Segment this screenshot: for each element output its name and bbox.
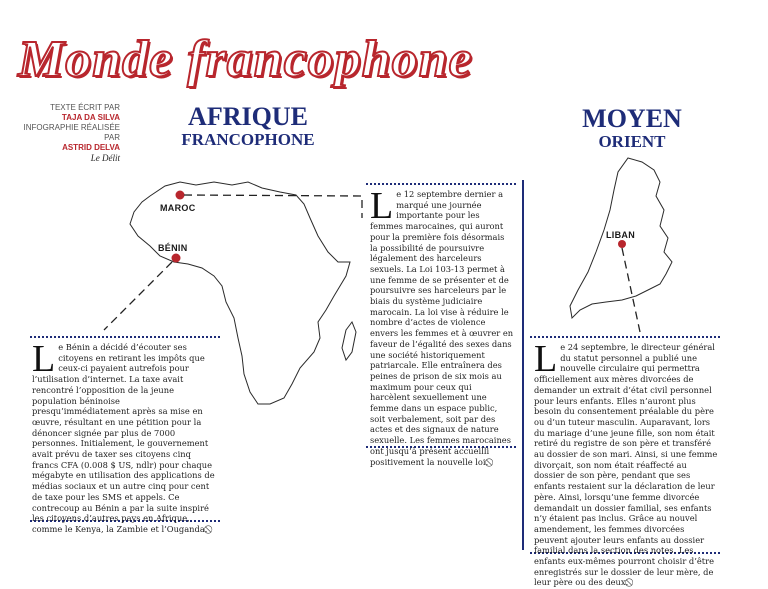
liban-article-text: e 24 septembre, le directeur général du statut personnel a publié une nouvelle circulaire qui permettra officiellement aux mères divorcées de demander un extrait d’état civil personnel pour leurs enfants. Elles n’auront plus besoin du consentement préalable du père ou d’un tuteur masculin. Auparavant, lors du mariage d’une jeune fille, son nom était retiré du registre de son père et transféré au dossier de son mari. Ainsi, si une femme divorçait, son nom était réaffecté au dossier de son père, pendant que ses enfants restaient sur la déclaration de leur père. Ainsi, lorsqu’une femme divorcée demandait un dossier familial, ses enfants n’y étaient pas inclus. Grâce au nouvel amendement, les femmes divorcées peuvent ajouter leurs enfants au dossier familial dans la section des notes. Les enfants eux-mêmes pourront choisir d’être enregistrés sur le dossier de leur mère, de leur père ou des deux. (534, 342, 718, 588)
benin-marker (172, 254, 181, 263)
afrique-title-line2: FRANCOPHONE (181, 130, 315, 149)
maroc-dropcap: L (370, 185, 394, 227)
benin-dropcap: L (32, 338, 56, 380)
benin-leader-line (104, 262, 172, 330)
maroc-article-text: e 12 septembre dernier a marqué une journée importante pour les femmes marocaines, qui auront pour la première fois désormais la possibilité de poursuivre légalement des harceleurs sexuels. La Loi 103-13 permet à une femme de se présenter et de poursuivre ses harceleurs par le biais du système judiciaire marocain. La loi vise à réduire le nombre d’actes de violence envers les femmes et à œuvrer en faveur de l’égalité des sexes dans une société historiquement patriarcale. Elle entraînera des peines de prison de six mois au maximum pour ceux qui harcèlent sexuellement une femme dans un espace public, soit verbalement, soit par des actes et des signaux de nature sexuelle. Les femmes marocaines ont jusqu’à présent accueilli positivement la nouvelle loi. (370, 189, 514, 467)
liban-dropcap: L (534, 338, 558, 380)
maroc-leader-line (184, 195, 362, 218)
benin-label: BÉNIN (158, 243, 188, 253)
madagascar-map (342, 322, 356, 360)
moyen-orient-title-line1: MOYEN (582, 104, 682, 133)
liban-label: LIBAN (606, 230, 635, 240)
credit-infographic-label: INFOGRAPHIE RÉALISÉE PAR (23, 123, 120, 142)
publication-name: Le Délit (90, 153, 120, 163)
afrique-title-line1: AFRIQUE (188, 102, 308, 131)
liban-leader-line (622, 248, 640, 332)
liban-marker (618, 240, 626, 248)
maroc-article (366, 183, 516, 467)
benin-article (30, 336, 220, 534)
maroc-label: MAROC (160, 203, 196, 213)
column-divider (522, 180, 524, 550)
benin-article-text: e Bénin a décidé d’écouter ses citoyens en retirant les impôts que ceux-ci payaient autrefois pour l’utilisation d’internet. La taxe avait rencontré l’opposition de la jeune population béninoise presqu’immédiatement après sa mise en œuvre, résultant en une pétition pour la dénoncer signée par plus de 7000 personnes. Initialement, le gouvernement avait prévu de taxer ses citoyens cinq francs CFA (0.008 $ US, ndlr) pour chaque mégabyte en utilisation des applications de médias sociaux et un autre cinq pour cent de taxe pour les SMS et appels. Ce contrecoup au Bénin a par la suite inspiré les citoyens d’autres pays en Afrique, comme le Kenya, la Zambie et l’Ouganda. (32, 342, 215, 534)
credit-writer: TAJA DA SILVA (61, 113, 120, 122)
moyen-orient-title-line2: ORIENT (598, 132, 666, 151)
maroc-marker (176, 191, 185, 200)
page-title: Monde francophone (18, 31, 473, 88)
credit-designer: ASTRID DELVA (62, 143, 120, 152)
liban-article (530, 336, 720, 588)
credit-written-label: TEXTE ÉCRIT PAR (50, 103, 120, 112)
